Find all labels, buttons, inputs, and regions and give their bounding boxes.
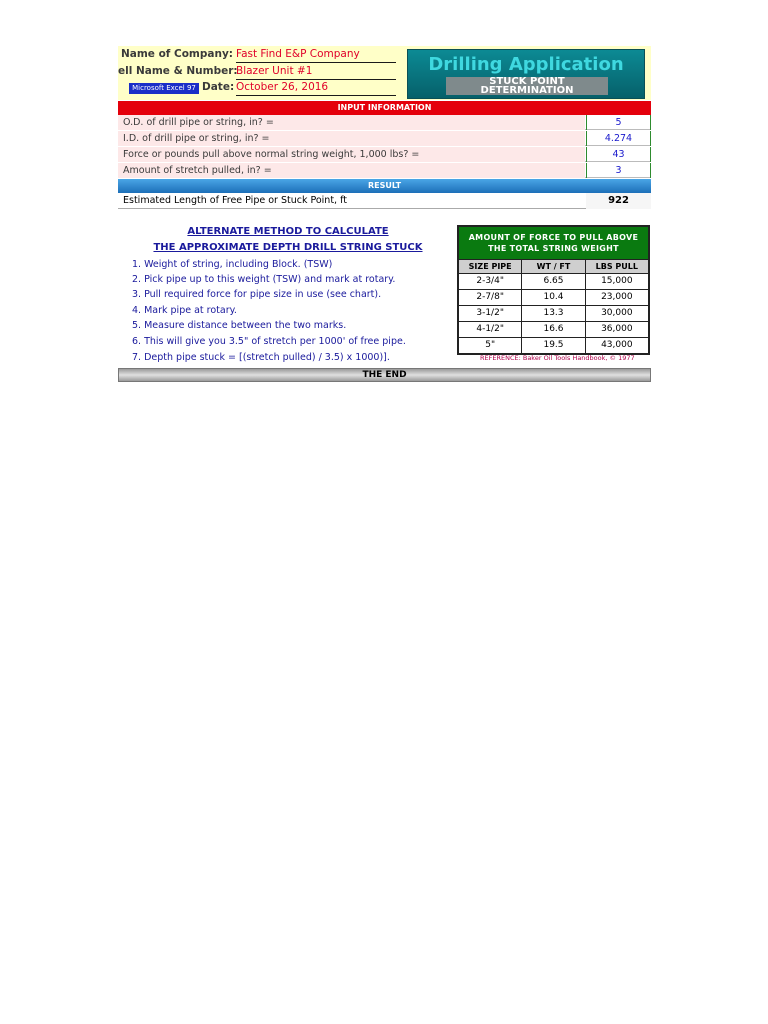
well-label: ell Name & Number:	[118, 65, 238, 77]
app-title: Drilling Application	[428, 54, 624, 75]
app-subtitle-line-1: STUCK POINT	[489, 76, 565, 87]
excel-badge: Microsoft Excel 97	[129, 83, 199, 94]
table-row	[459, 289, 648, 305]
pull-cell: 43,000	[601, 340, 633, 350]
force-table-title-line-2: THE TOTAL STRING WEIGHT	[488, 244, 619, 253]
size-cell: 2-3/4"	[459, 274, 522, 289]
app-title-box	[407, 49, 645, 99]
step-item: 4. Mark pipe at rotary.	[132, 305, 237, 316]
input-row-label: Amount of stretch pulled, in? =	[118, 163, 585, 178]
id-input[interactable]: 4.274	[586, 131, 651, 146]
input-row-label: I.D. of drill pipe or string, in? =	[118, 131, 585, 146]
alternate-title-line-1: ALTERNATE METHOD TO CALCULATE	[187, 226, 389, 237]
input-section-bar: INPUT INFORMATION	[118, 101, 651, 115]
column-header-weight: WT / FT	[522, 260, 585, 273]
date-field[interactable]: October 26, 2016	[236, 80, 396, 96]
force-table-header	[459, 259, 648, 273]
weight-cell: 6.65	[522, 274, 585, 289]
reference-note: REFERENCE: Baker Oil Tools Handbook, © 1977	[480, 354, 635, 362]
app-subtitle-line-2: DETERMINATION	[480, 85, 574, 96]
table-row	[459, 337, 648, 353]
pull-cell: 23,000	[601, 292, 633, 302]
step-item: 1. Weight of string, including Block. (TSW)	[132, 259, 333, 270]
force-table-title	[459, 227, 648, 259]
weight-cell: 19.5	[522, 338, 585, 353]
weight-cell: 16.6	[522, 322, 585, 337]
alternate-title-line-2: THE APPROXIMATE DEPTH DRILL STRING STUCK	[153, 242, 423, 253]
pull-cell: 36,000	[601, 324, 633, 334]
force-input[interactable]: 43	[586, 147, 651, 162]
header-panel	[118, 46, 651, 100]
result-label: Estimated Length of Free Pipe or Stuck Point, ft	[123, 195, 347, 206]
end-bar: THE END	[118, 368, 651, 382]
od-input[interactable]: 5	[586, 115, 651, 130]
table-row	[459, 305, 648, 321]
column-header-pull: LBS PULL	[595, 262, 638, 271]
size-cell: 2-7/8"	[459, 290, 522, 305]
input-row	[118, 147, 651, 162]
step-item: 3. Pull required force for pipe size in use (see chart).	[132, 289, 382, 300]
input-row	[118, 115, 651, 130]
input-row-label: Force or pounds pull above normal string weight, 1,000 lbs? =	[118, 147, 585, 162]
company-field[interactable]: Fast Find E&P Company	[236, 47, 396, 63]
step-item: 5. Measure distance between the two marks.	[132, 320, 347, 331]
input-row-label: O.D. of drill pipe or string, in? =	[118, 115, 585, 130]
result-value: 922	[586, 193, 651, 209]
pull-cell: 15,000	[601, 276, 633, 286]
spreadsheet	[118, 46, 651, 384]
result-section-bar: RESULT	[118, 179, 651, 193]
pull-cell: 30,000	[601, 308, 633, 318]
column-header-size: SIZE PIPE	[459, 260, 522, 273]
force-table-title-line-1: AMOUNT OF FORCE TO PULL ABOVE	[468, 233, 639, 242]
weight-cell: 13.3	[522, 306, 585, 321]
company-label: Name of Company:	[120, 48, 233, 60]
input-row	[118, 163, 651, 178]
size-cell: 4-1/2"	[459, 322, 522, 337]
table-row	[459, 273, 648, 289]
step-item: 6. This will give you 3.5" of stretch per 1000' of free pipe.	[132, 336, 406, 347]
step-item: 2. Pick pipe up to this weight (TSW) and mark at rotary.	[132, 274, 396, 285]
app-subtitle	[446, 77, 608, 95]
size-cell: 3-1/2"	[459, 306, 522, 321]
well-field[interactable]: Blazer Unit #1	[236, 64, 396, 80]
force-table	[457, 225, 650, 355]
stretch-input[interactable]: 3	[586, 163, 651, 178]
table-row	[459, 321, 648, 337]
weight-cell: 10.4	[522, 290, 585, 305]
date-label: Date:	[202, 81, 235, 93]
result-row	[118, 193, 651, 209]
size-cell: 5"	[459, 338, 522, 353]
input-row	[118, 131, 651, 146]
step-item: 7. Depth pipe stuck = [(stretch pulled) / 3.5) x 1000)].	[132, 352, 390, 363]
